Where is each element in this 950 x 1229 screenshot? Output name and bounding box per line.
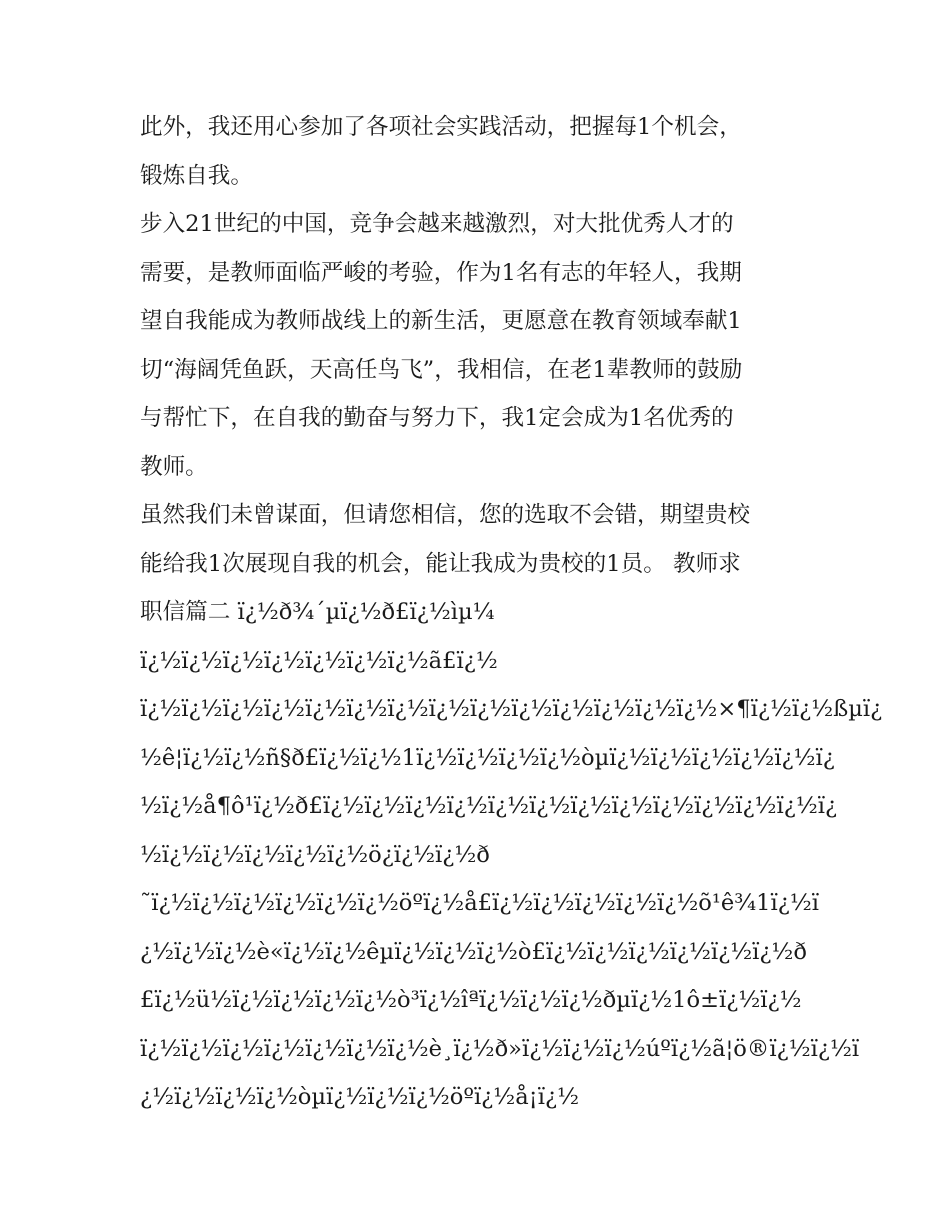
document-body [140, 103, 883, 1122]
text-line: 职信篇二 ï¿½ð¾´µï¿½ð£ï¿½ìµ¼ [140, 599, 495, 625]
text-line: 切“海阔凭鱼跃，天高任鸟飞”，我相信，在老1辈教师的鼓励 [140, 356, 743, 383]
text-line: 与帮忙下，在自我的勤奋与努力下，我1定会成为1名优秀的 [140, 405, 734, 431]
text-line: 步入21世纪的中国，竞争会越来越激烈，对大批优秀人才的 [140, 211, 734, 237]
text-line: ï¿½ï¿½ï¿½ï¿½ï¿½ï¿½ï¿½è¸ï¿½ð»ï¿½ï¿½ï¿½úºï¿½ã¦ö®ï¿½ï¿½ï [140, 1035, 860, 1062]
text-line: ½ï¿½å¶ô¹ï¿½ð£ï¿½ï¿½ï¿½ï¿½ï¿½ï¿½ï¿½ï¿½ï¿½ï¿½ï¿½ï¿½ï¿ [140, 793, 838, 819]
text-line: 望自我能成为教师战线上的新生活，更愿意在教育领域奉献1 [140, 308, 742, 334]
text-line: ï¿½ï¿½ï¿½ï¿½ï¿½ï¿½ï¿½ã£ï¿½ [140, 647, 498, 674]
text-line: £ï¿½ü½ï¿½ï¿½ï¿½ï¿½ò³ï¿½îªï¿½ï¿½ï¿½ðµï¿½1ô±ï¿½ï¿½ [140, 987, 802, 1013]
text-line: ¿½ï¿½ï¿½è«ï¿½ï¿½êµï¿½ï¿½ï¿½ò£ï¿½ï¿½ï¿½ï¿½ï¿½ï¿½ð [140, 938, 807, 965]
text-line: ˜ï¿½ï¿½ï¿½ï¿½ï¿½ï¿½öºï¿½å£ï¿½ï¿½ï¿½ï¿½ï¿½õ¹ê¾1ï¿½ï [140, 890, 819, 916]
text-line: 教师。 [140, 453, 208, 480]
text-line: 此外，我还用心参加了各项社会实践活动，把握每1个机会， [140, 114, 742, 140]
text-line: ½ï¿½ï¿½ï¿½ï¿½ï¿½ö¿ï¿½ï¿½ð [140, 841, 490, 868]
text-line: 虽然我们未曾谋面，但请您相信，您的选取不会错，期望贵校 [140, 502, 751, 528]
text-line: ¿½ï¿½ï¿½ï¿½òµï¿½ï¿½ï¿½öºï¿½å¡ï¿½ [140, 1084, 579, 1110]
text-line: ½ê¦ï¿½ï¿½ñ§ð£ï¿½ï¿½1ï¿½ï¿½ï¿½ï¿½òµï¿½ï¿½ï¿½ï¿½ï¿½ï¿ [140, 744, 835, 771]
text-line: 需要，是教师面临严峻的考验，作为1名有志的年轻人，我期 [140, 259, 742, 286]
text-line: ï¿½ï¿½ï¿½ï¿½ï¿½ï¿½ï¿½ï¿½ï¿½ï¿½ï¿½ï¿½ï¿½ï¿½×¶ï¿½ï¿½ßµï¿ [140, 696, 883, 722]
text-line: 能给我1次展现自我的机会，能让我成为贵校的1员。 教师求 [140, 550, 741, 577]
text-line: 锻炼自我。 [140, 162, 253, 189]
